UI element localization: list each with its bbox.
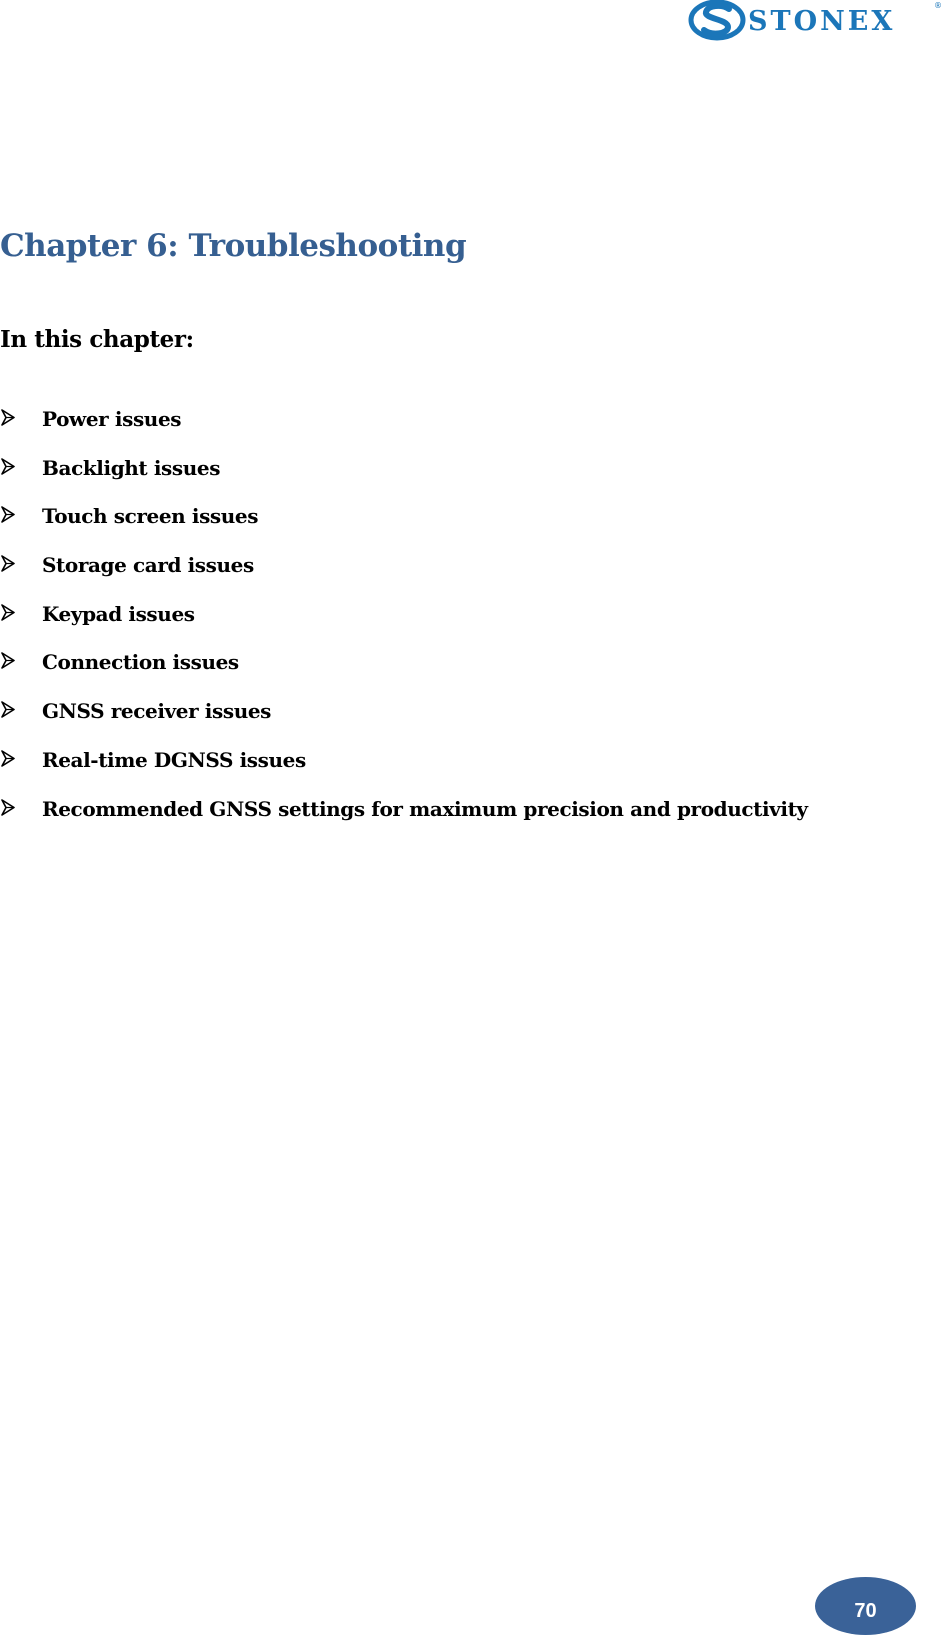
list-item-label: Recommended GNSS settings for maximum precision and productivity — [42, 796, 808, 821]
arrow-bullet-icon — [0, 698, 42, 718]
stonex-logo — [676, 0, 946, 44]
list-item — [0, 406, 808, 455]
list-item-label: Power issues — [42, 407, 182, 431]
list-item-label: Storage card issues — [42, 553, 254, 578]
list-item — [0, 698, 808, 747]
list-item-label: Connection issues — [42, 650, 239, 675]
arrow-bullet-icon — [0, 406, 42, 426]
list-item — [0, 552, 808, 601]
arrow-bullet-icon — [0, 796, 42, 816]
arrow-bullet-icon — [0, 552, 42, 572]
list-item — [0, 649, 808, 698]
arrow-bullet-icon — [0, 503, 42, 523]
arrow-bullet-icon — [0, 747, 42, 767]
chapter-intro: In this chapter: — [0, 326, 194, 353]
arrow-bullet-icon — [0, 601, 42, 621]
brand-name: STONEX — [748, 6, 896, 37]
arrow-bullet-icon — [0, 455, 42, 475]
arrow-bullet-icon — [0, 649, 42, 669]
list-item-label: Real-time DGNSS issues — [42, 747, 306, 772]
chapter-topic-list — [0, 406, 808, 844]
list-item-label: Backlight issues — [42, 455, 221, 480]
list-item — [0, 796, 808, 845]
list-item — [0, 601, 808, 650]
registered-mark: ® — [934, 1, 942, 10]
list-item — [0, 455, 808, 504]
list-item-label: Touch screen issues — [42, 504, 259, 529]
list-item-label: GNSS receiver issues — [42, 699, 272, 724]
page-number-badge — [815, 1577, 916, 1635]
page-number: 70 — [854, 1599, 877, 1622]
list-item — [0, 747, 808, 796]
chapter-title: Chapter 6: Troubleshooting — [0, 228, 467, 264]
list-item-label: Keypad issues — [42, 601, 195, 626]
stonex-s-icon — [691, 2, 743, 38]
list-item — [0, 503, 808, 552]
